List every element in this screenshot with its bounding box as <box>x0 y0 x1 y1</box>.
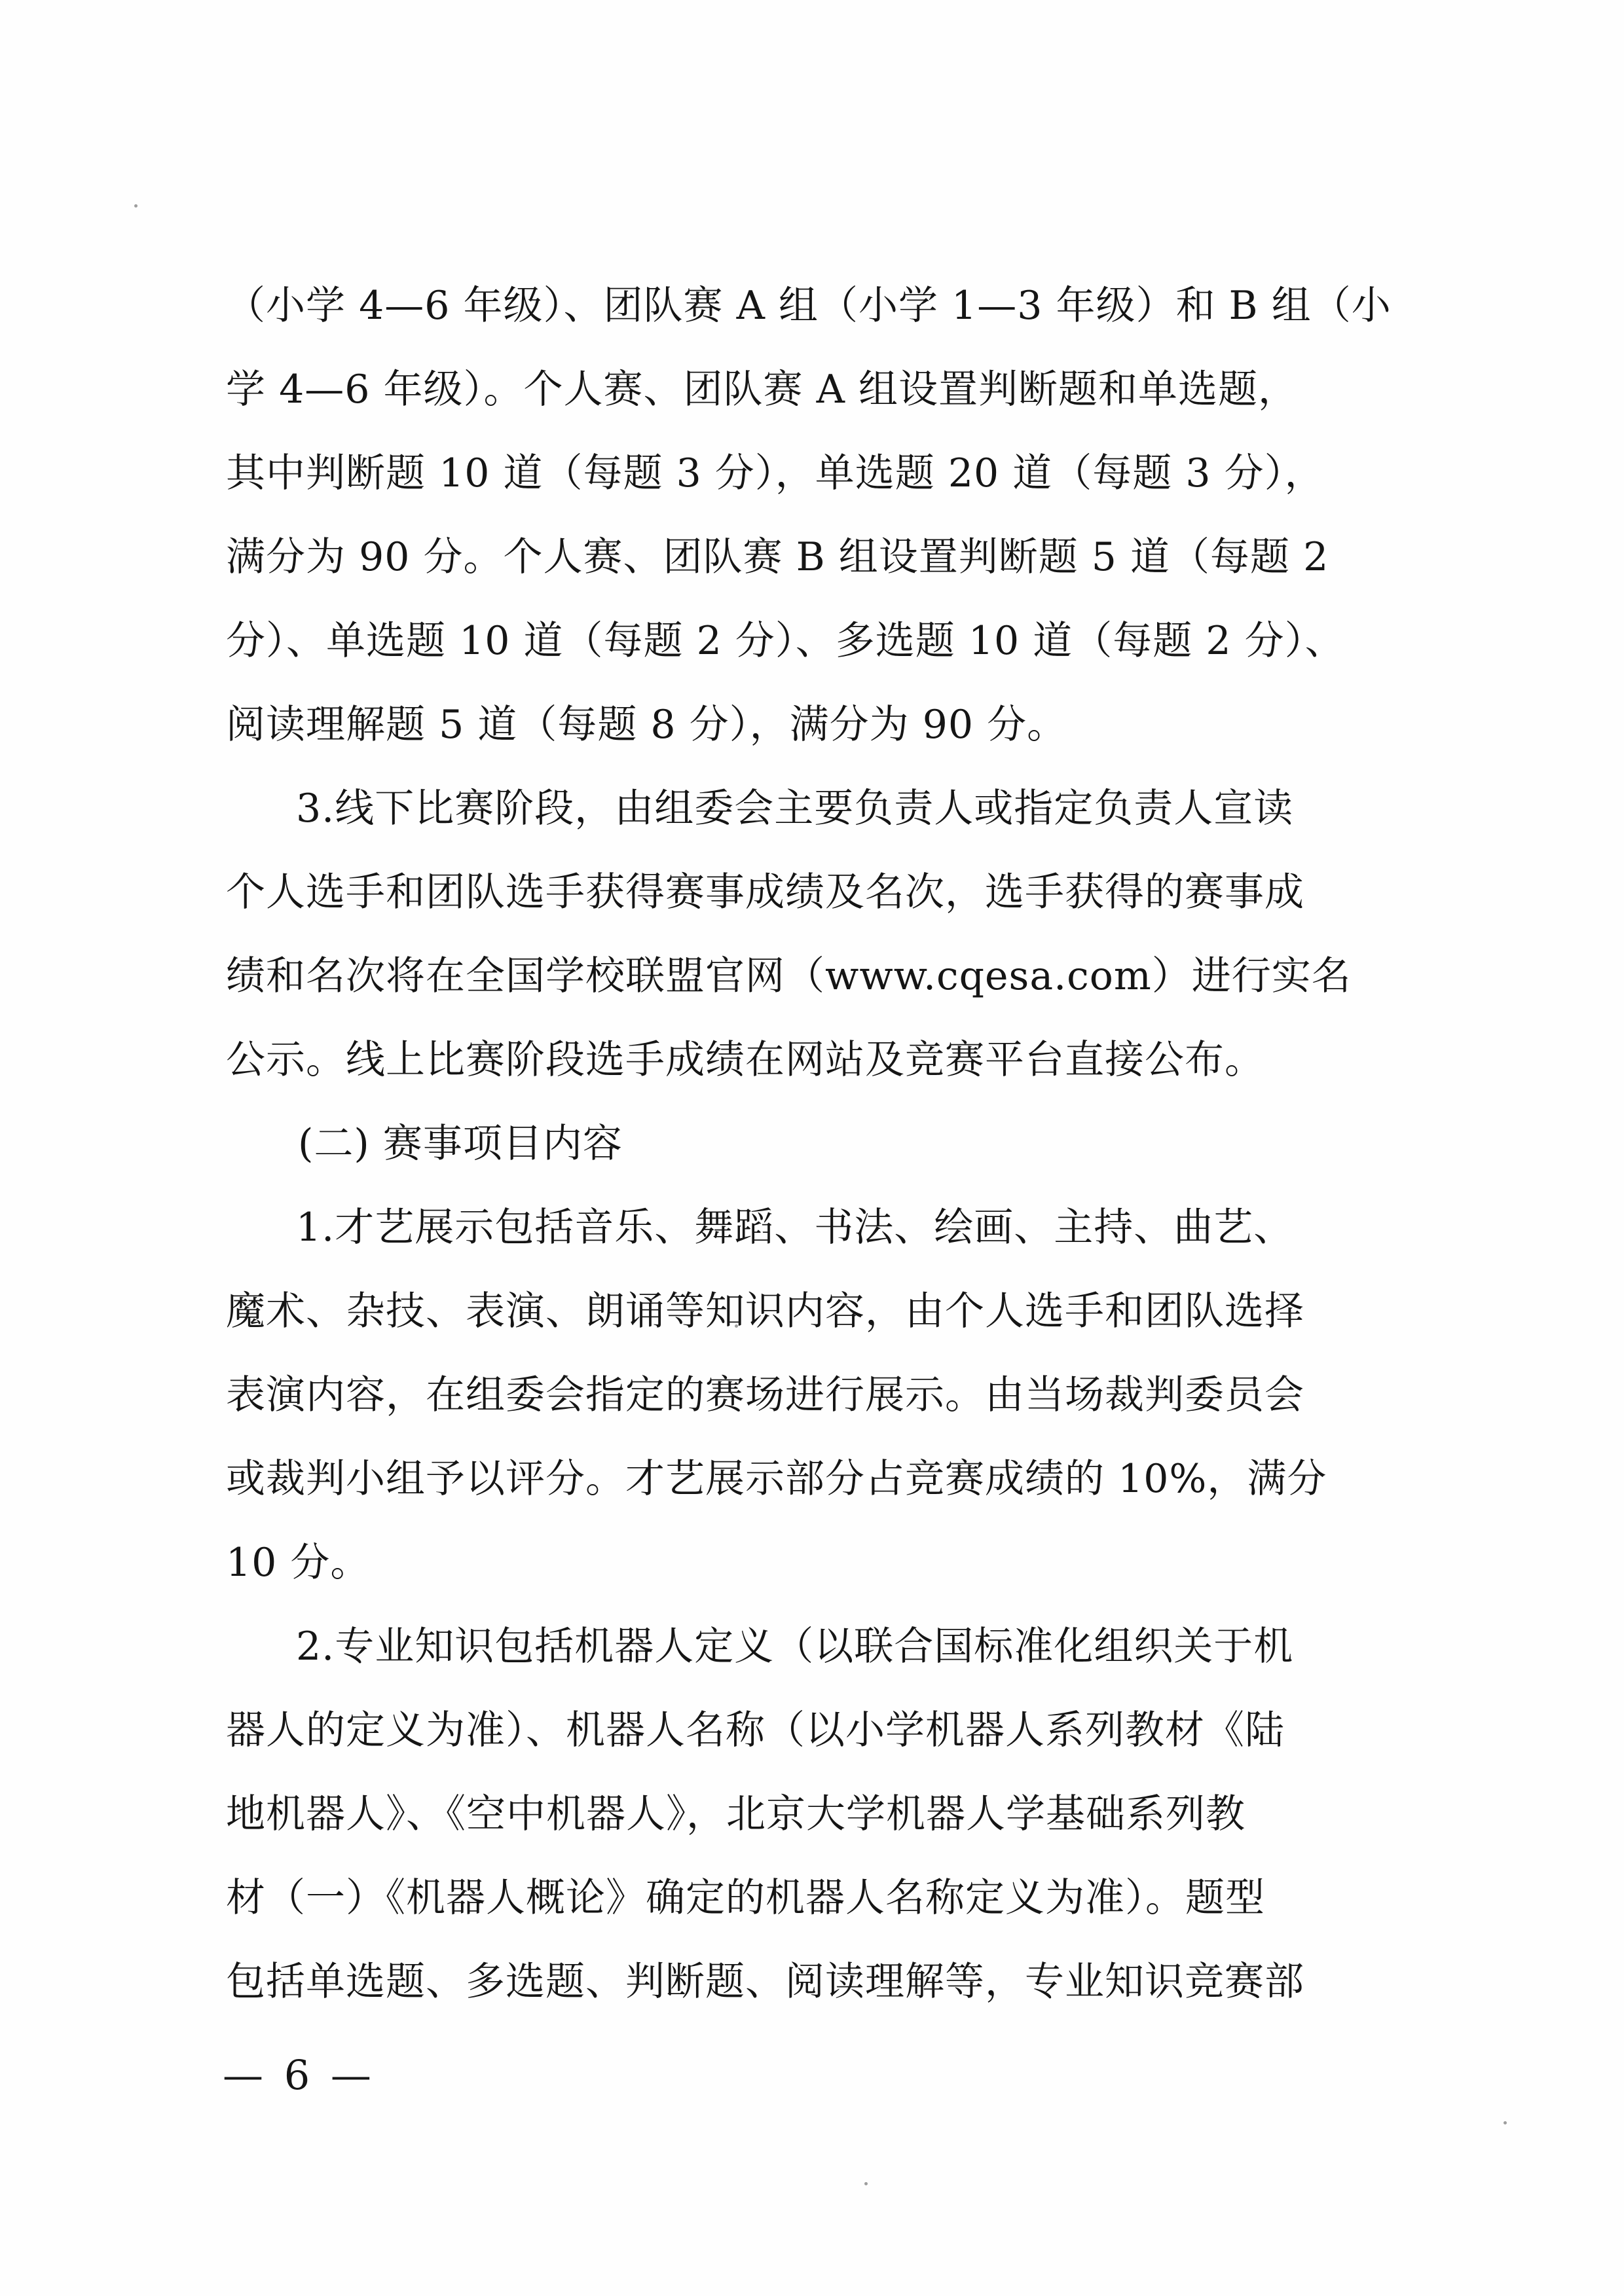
body-line: （小学 4—6 年级）、团队赛 A 组（小学 1—3 年级）和 B 组（小 <box>226 283 1392 329</box>
body-line: 满分为 90 分。个人赛、团队赛 B 组设置判断题 5 道（每题 2 <box>226 534 1329 580</box>
body-line: 魔术、杂技、表演、朗诵等知识内容，由个人选手和团队选择 <box>226 1288 1304 1334</box>
body-line: 其中判断题 10 道（每题 3 分），单选题 20 道（每题 3 分）， <box>226 450 1325 496</box>
body-line: 包括单选题、多选题、判断题、阅读理解等，专业知识竞赛部 <box>226 1959 1304 2005</box>
body-line: 学 4—6 年级）。个人赛、团队赛 A 组设置判断题和单选题， <box>226 367 1298 412</box>
scan-speck <box>864 2182 868 2185</box>
body-line: 器人的定义为准）、机器人名称（以小学机器人系列教材《陆 <box>226 1707 1285 1753</box>
body-line: 公示。线上比赛阶段选手成绩在网站及竞赛平台直接公布。 <box>226 1037 1264 1083</box>
paragraph-1-start: 1.才艺展示包括音乐、舞蹈、书法、绘画、主持、曲艺、 <box>296 1205 1294 1250</box>
body-line: 10 分。 <box>226 1540 371 1586</box>
body-line: 地机器人》、《空中机器人》，北京大学机器人学基础系列教 <box>226 1791 1246 1837</box>
body-line: 或裁判小组予以评分。才艺展示部分占竞赛成绩的 10%，满分 <box>226 1456 1327 1502</box>
paragraph-3-start: 3.线下比赛阶段，由组委会主要负责人或指定负责人宣读 <box>296 786 1294 831</box>
body-line: 绩和名次将在全国学校联盟官网（www.cqesa.com）进行实名 <box>226 953 1352 999</box>
body-line: 阅读理解题 5 道（每题 8 分），满分为 90 分。 <box>226 702 1067 748</box>
body-line: 分）、单选题 10 道（每题 2 分）、多选题 10 道（每题 2 分）、 <box>226 618 1345 664</box>
body-line: 个人选手和团队选手获得赛事成绩及名次，选手获得的赛事成 <box>226 869 1304 915</box>
page-number: — 6 — <box>223 2051 375 2099</box>
body-line: 表演内容，在组委会指定的赛场进行展示。由当场裁判委员会 <box>226 1372 1304 1418</box>
scan-speck <box>134 204 138 208</box>
paragraph-2-start: 2.专业知识包括机器人定义（以联合国标准化组织关于机 <box>296 1624 1294 1669</box>
body-line: 材（一）《机器人概论》确定的机器人名称定义为准）。题型 <box>226 1875 1265 1921</box>
scan-speck <box>1504 2121 1507 2124</box>
section-heading: (二) 赛事项目内容 <box>298 1121 623 1167</box>
